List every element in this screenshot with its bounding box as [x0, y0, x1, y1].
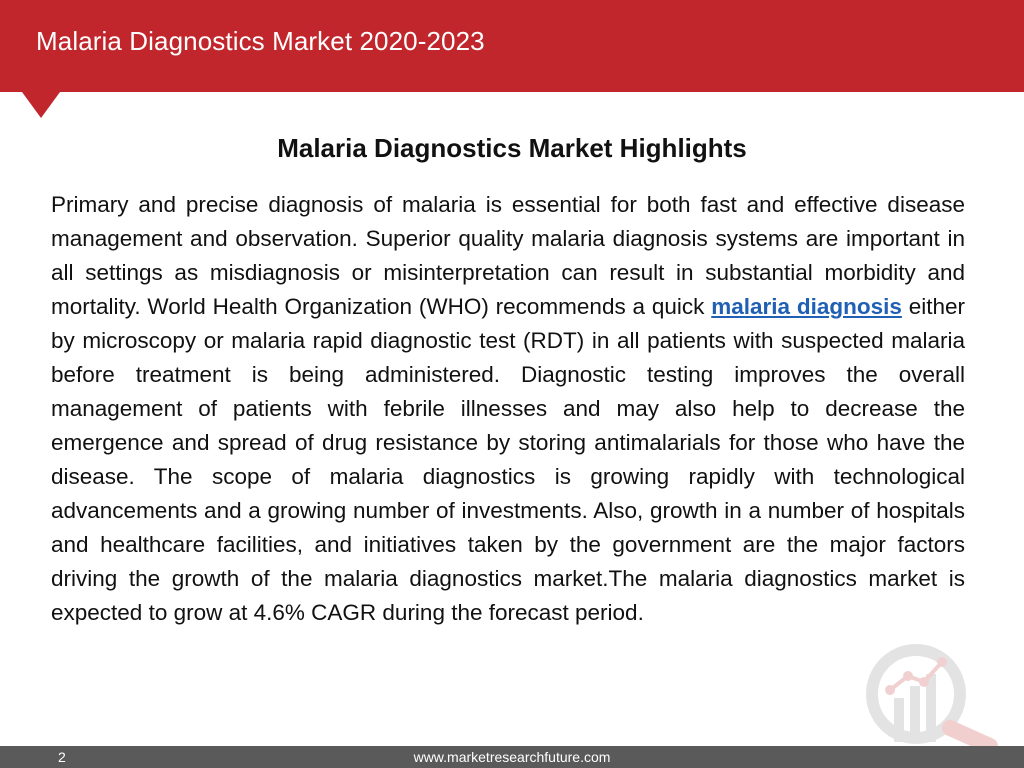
footer-url: www.marketresearchfuture.com — [413, 749, 611, 765]
page-number: 2 — [58, 749, 66, 765]
body-paragraph — [51, 188, 965, 630]
header-title: Malaria Diagnostics Market 2020-2023 — [36, 26, 485, 56]
slide-heading: Malaria Diagnostics Market Highlights — [277, 133, 747, 163]
malaria-diagnosis-link[interactable]: malaria diagnosis — [711, 294, 902, 319]
body-text-part-1: Primary and precise diagnosis of malaria is essential for both fast and effective disease management and observation. Superior quality malaria diagnosis systems are important in all settings as misdiagnosis or misinterpretation can result in substantial morbidity and mortality. World Health Organization (WHO) recommends a quick — [51, 192, 965, 319]
header-notch — [22, 92, 60, 118]
body-text-part-2: either by microscopy or malaria rapid diagnostic test (RDT) in all patients with suspected malaria before treatment is being administered. Diagnostic testing improves the overall management of patients with febrile illnesses and may also help to decrease the emergence and spread of drug resistance by storing antimalarials for those who have the disease. The scope of malaria diagnostics is growing rapidly with technological advancements and a growing number of investments. Also, growth in a number of hospitals and healthcare facilities, and initiatives taken by the government are the major factors driving the growth of the malaria diagnostics market.The malaria diagnostics market is expected to grow at 4.6% CAGR during the forecast period. — [51, 294, 965, 625]
magnifier-bar-chart-logo-icon — [858, 640, 1008, 748]
